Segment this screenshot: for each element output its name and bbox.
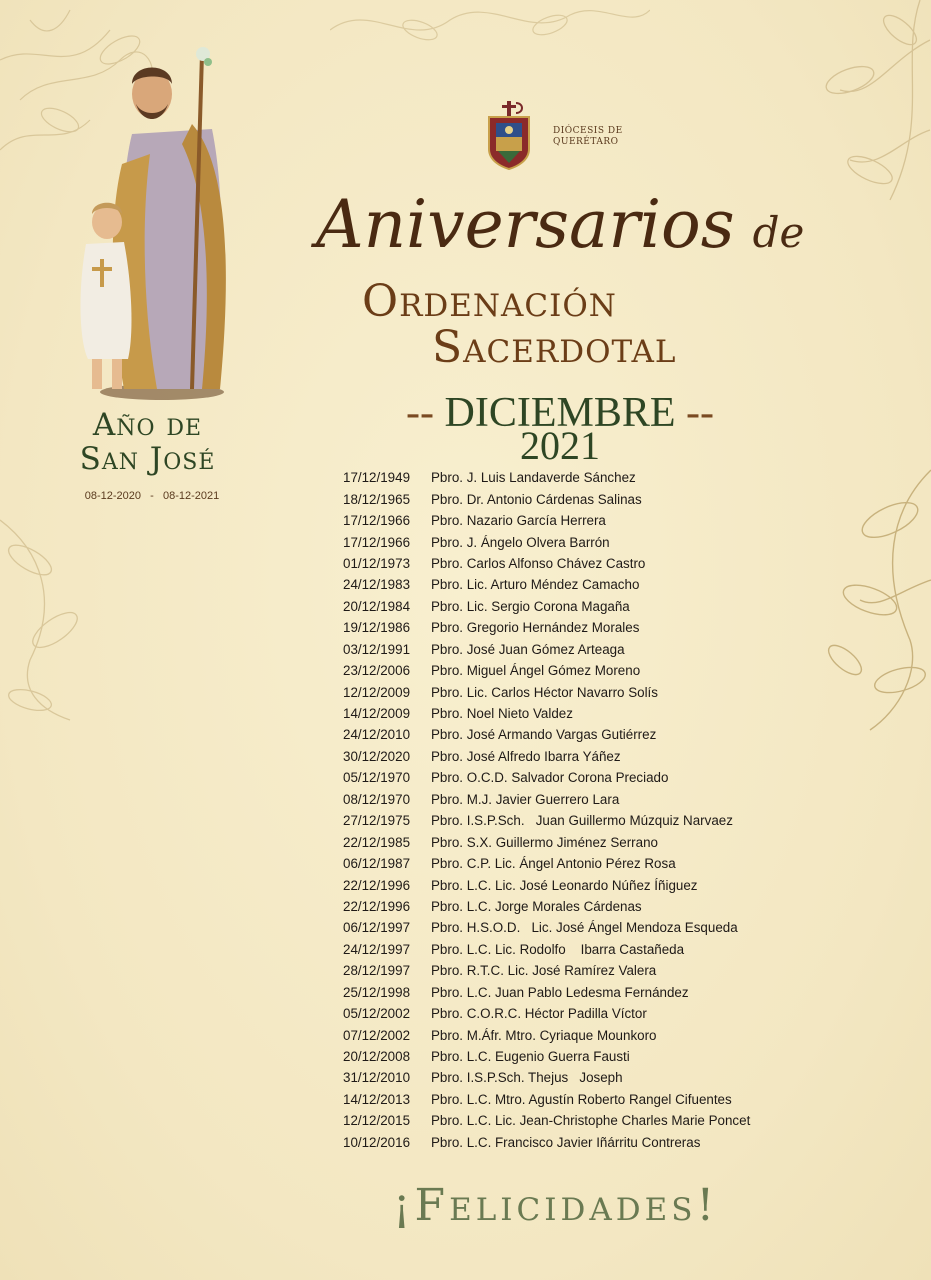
- ordination-date: 12/12/2009: [343, 684, 411, 700]
- ordination-date: 31/12/2010: [343, 1070, 411, 1086]
- list-item: [343, 617, 750, 638]
- list-item: [343, 1132, 750, 1153]
- title-de: de: [752, 208, 805, 257]
- list-item: [343, 767, 750, 788]
- floral-right-middle: [790, 460, 931, 740]
- priest-name: Pbro. José Armando Vargas Gutiérrez: [431, 727, 657, 743]
- priest-name: Pbro. H.S.O.D. Lic. José Ángel Mendoza Esqueda: [431, 920, 738, 936]
- ordination-date: 20/12/1984: [343, 598, 411, 614]
- priest-name: Pbro. L.C. Lic. José Leonardo Núñez Íñiguez: [431, 877, 698, 893]
- title-sacerdotal: Sacerdotal: [432, 322, 677, 373]
- diocese-line2: QUERÉTARO: [553, 137, 619, 147]
- diocese-seal-logo: [486, 101, 532, 171]
- list-item: [343, 531, 750, 552]
- ordination-date: 06/12/1997: [343, 920, 411, 936]
- ordination-date: 23/12/2006: [343, 663, 411, 679]
- year-heading: 2021: [520, 423, 600, 468]
- list-item: [343, 789, 750, 810]
- priest-name: Pbro. L.C. Jorge Morales Cárdenas: [431, 898, 642, 914]
- title-ordenacion: Ordenación: [362, 276, 617, 327]
- priest-name: Pbro. Miguel Ángel Gómez Moreno: [431, 663, 641, 679]
- priest-name: Pbro. Noel Nieto Valdez: [431, 706, 573, 722]
- ordination-date: 07/12/2002: [343, 1027, 411, 1043]
- priest-name: Pbro. J. Luis Landaverde Sánchez: [431, 470, 636, 486]
- list-item: [343, 1067, 750, 1088]
- priest-name: Pbro. S.X. Guillermo Jiménez Serrano: [431, 834, 658, 850]
- floral-left-middle: [0, 500, 110, 730]
- priest-name: Pbro. Lic. Sergio Corona Magaña: [431, 598, 630, 614]
- ordination-date: 22/12/1985: [343, 834, 411, 850]
- list-item: [343, 596, 750, 617]
- year-of-saint-joseph-title: [50, 408, 245, 476]
- ordination-date: 17/12/1966: [343, 513, 411, 529]
- priest-name: Pbro. Nazario García Herrera: [431, 513, 606, 529]
- list-item: [343, 746, 750, 767]
- priest-name: Pbro. M.J. Javier Guerrero Lara: [431, 791, 620, 807]
- ordination-date: 17/12/1949: [343, 470, 411, 486]
- year-date-range: 08-12-2020 - 08-12-2021: [84, 490, 220, 502]
- list-item: [343, 1089, 750, 1110]
- priest-name: Pbro. L.C. Francisco Javier Iñárritu Contreras: [431, 1134, 701, 1150]
- month-dash-left: --: [406, 390, 434, 436]
- ordination-date: 05/12/2002: [343, 1006, 411, 1022]
- list-item: [343, 896, 750, 917]
- priest-name: Pbro. Lic. Arturo Méndez Camacho: [431, 577, 640, 593]
- list-item: [343, 917, 750, 938]
- list-item: [343, 1024, 750, 1045]
- ordination-date: 06/12/1987: [343, 856, 411, 872]
- ordination-date: 10/12/2016: [343, 1134, 411, 1150]
- list-item: [343, 853, 750, 874]
- priest-name: Pbro. R.T.C. Lic. José Ramírez Valera: [431, 963, 657, 979]
- list-item: [343, 724, 750, 745]
- ordination-date: 24/12/1983: [343, 577, 411, 593]
- ordination-date: 24/12/2010: [343, 727, 411, 743]
- ordination-date: 05/12/1970: [343, 770, 411, 786]
- ordination-date: 12/12/2015: [343, 1113, 411, 1129]
- month-name: DICIEMBRE: [444, 390, 676, 436]
- list-item: [343, 1003, 750, 1024]
- list-item: [343, 1110, 750, 1131]
- list-item: [343, 1046, 750, 1067]
- priest-name: Pbro. Carlos Alfonso Chávez Castro: [431, 555, 646, 571]
- list-item: [343, 553, 750, 574]
- ordination-date: 22/12/1996: [343, 898, 411, 914]
- priest-name: Pbro. L.C. Juan Pablo Ledesma Fernández: [431, 984, 689, 1000]
- year-title-line2: San José: [79, 441, 216, 477]
- felicidades-greeting: ¡Felicidades!: [392, 1180, 719, 1231]
- priest-name: Pbro. L.C. Lic. Jean-Christophe Charles Marie Poncet: [431, 1113, 751, 1129]
- ordination-date: 14/12/2009: [343, 706, 411, 722]
- title-script-word: Aniversarios: [316, 186, 735, 263]
- priest-name: Pbro. Dr. Antonio Cárdenas Salinas: [431, 491, 642, 507]
- priest-name: Pbro. L.C. Eugenio Guerra Fausti: [431, 1049, 630, 1065]
- priest-name: Pbro. M.Áfr. Mtro. Cyriaque Mounkoro: [431, 1027, 657, 1043]
- title-aniversarios: [316, 185, 804, 273]
- list-item: [343, 939, 750, 960]
- ordination-date: 14/12/2013: [343, 1091, 411, 1107]
- ordination-date: 27/12/1975: [343, 813, 411, 829]
- list-item: [343, 681, 750, 702]
- list-item: [343, 810, 750, 831]
- ordination-date: 22/12/1996: [343, 877, 411, 893]
- priest-name: Pbro. I.S.P.Sch. Thejus Joseph: [431, 1070, 623, 1086]
- priest-name: Pbro. O.C.D. Salvador Corona Preciado: [431, 770, 669, 786]
- saint-joseph-statue-image: [62, 44, 237, 404]
- ordination-date: 19/12/1986: [343, 620, 411, 636]
- ordination-date: 30/12/2020: [343, 748, 411, 764]
- priest-name: Pbro. L.C. Lic. Rodolfo Ibarra Castañeda: [431, 941, 685, 957]
- list-item: [343, 488, 750, 509]
- diocese-name: [553, 126, 623, 148]
- ordination-date: 24/12/1997: [343, 941, 411, 957]
- list-item: [343, 874, 750, 895]
- list-item: [343, 703, 750, 724]
- anniversary-list: [343, 467, 750, 1153]
- floral-top-center: [330, 0, 650, 60]
- ordination-date: 01/12/1973: [343, 555, 411, 571]
- priest-name: Pbro. C.O.R.C. Héctor Padilla Víctor: [431, 1006, 647, 1022]
- priest-name: Pbro. José Juan Gómez Arteaga: [431, 641, 625, 657]
- ordination-date: 28/12/1997: [343, 963, 411, 979]
- ordination-date: 25/12/1998: [343, 984, 411, 1000]
- month-dash-right: --: [686, 390, 714, 436]
- list-item: [343, 510, 750, 531]
- priest-name: Pbro. José Alfredo Ibarra Yáñez: [431, 748, 621, 764]
- priest-name: Pbro. J. Ángelo Olvera Barrón: [431, 534, 610, 550]
- priest-name: Pbro. C.P. Lic. Ángel Antonio Pérez Rosa: [431, 856, 676, 872]
- ordination-date: 20/12/2008: [343, 1049, 411, 1065]
- list-item: [343, 982, 750, 1003]
- year-title-line1: Año de: [92, 407, 203, 443]
- list-item: [343, 831, 750, 852]
- priest-name: Pbro. Lic. Carlos Héctor Navarro Solís: [431, 684, 658, 700]
- priest-name: Pbro. Gregorio Hernández Morales: [431, 620, 640, 636]
- list-item: [343, 960, 750, 981]
- priest-name: Pbro. L.C. Mtro. Agustín Roberto Rangel Cifuentes: [431, 1091, 732, 1107]
- ordination-date: 17/12/1966: [343, 534, 411, 550]
- list-item: [343, 467, 750, 488]
- diocese-line1: DIÓCESIS DE: [553, 126, 623, 136]
- list-item: [343, 574, 750, 595]
- list-item: [343, 660, 750, 681]
- list-item: [343, 639, 750, 660]
- ordination-date: 03/12/1991: [343, 641, 411, 657]
- ordination-date: 08/12/1970: [343, 791, 411, 807]
- ordination-date: 18/12/1965: [343, 491, 411, 507]
- priest-name: Pbro. I.S.P.Sch. Juan Guillermo Múzquiz Narvaez: [431, 813, 733, 829]
